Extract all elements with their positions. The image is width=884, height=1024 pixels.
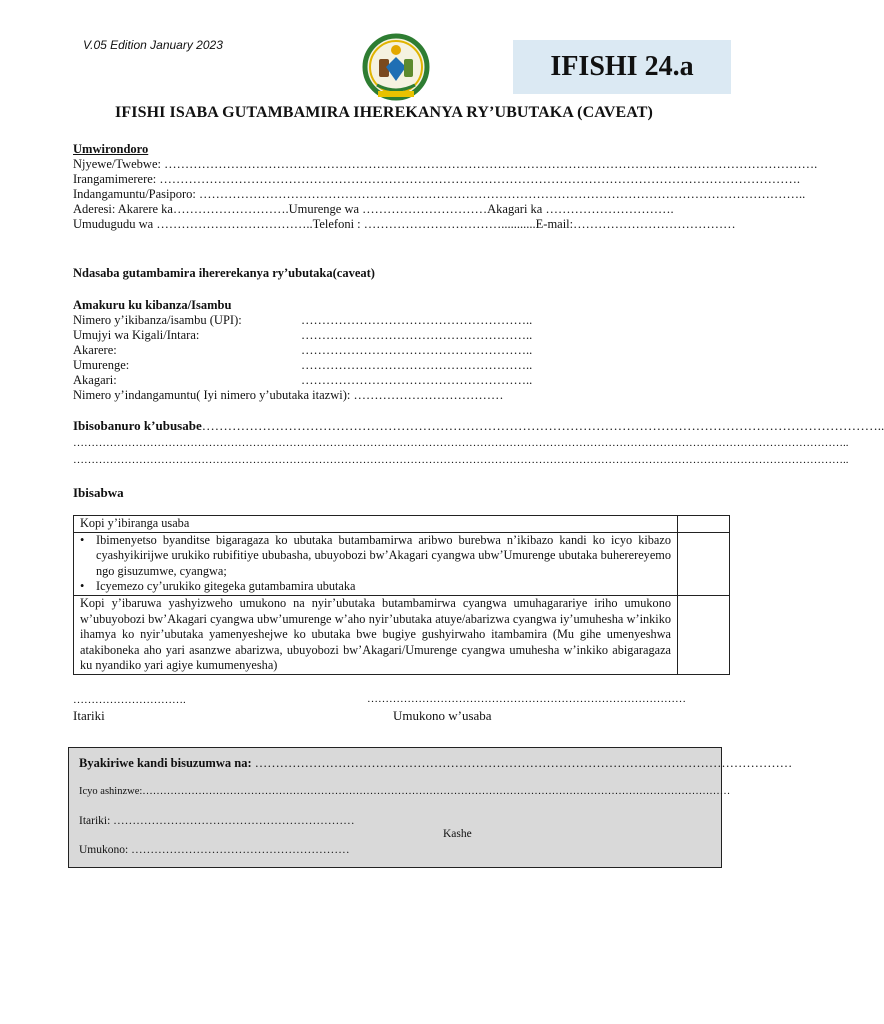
cell-field[interactable]: ………………………………………………..: [301, 373, 533, 387]
sector-label: Umurenge:: [73, 358, 130, 372]
received-by-line[interactable]: [79, 756, 792, 771]
explanation-line-2[interactable]: …………………………………………………………………………………………………………………………………………………………………………………………..: [73, 437, 849, 449]
responsibility-line[interactable]: Icyo ashinzwe:……………………………………………………………………………………………………………………………………………………: [79, 786, 731, 797]
signature-label: Umukono w’usaba: [393, 708, 492, 723]
attachment-evidence-bullet: • Ibimenyetso byanditse bigaragaza ko ubutaka butambamirwa aribwo burebwa n’ikibazo kandi ko icyo kibazo cyashyikirijwe urukiko rubifitiye ububasha, ubuyobozi bw’Akagari cyangwa ubw’Umurenge ubutaka buherereyemo ngo gisuzumwe, cyangwa;: [96, 533, 671, 580]
page-title: IFISHI ISABA GUTAMBAMIRA IHEREKANYA RY’UBUTAKA (CAVEAT): [115, 104, 653, 121]
sector-field[interactable]: ………………………………………………..: [301, 358, 533, 372]
upi-field[interactable]: ………………………………………………..: [301, 313, 533, 327]
office-signature-line[interactable]: Umukono: …………………………………………………: [79, 844, 350, 856]
form-number: IFISHI 24.a: [550, 51, 694, 82]
attachment-court-order-bullet: • Icyemezo cy’urukiko gitegeka gutambamira ubutaka: [96, 579, 671, 595]
identity-names-line[interactable]: Njyewe/Twebwe: ………………………………………………………………………………………………………………………………………….: [73, 157, 818, 171]
edition-label: V.05 Edition January 2023: [83, 38, 223, 52]
explanation-dots: …………………………………………………………………………………………………………………………………………..: [201, 418, 884, 433]
table-row: [74, 532, 730, 595]
attachment-id-copy: Kopi y’ibiranga usaba: [74, 516, 678, 533]
explanation-heading: Ibisobanuro k’ubusabe: [73, 418, 202, 433]
identity-civil-status-line[interactable]: Irangamimerere: ……………………………………………………………………………………………………………………………………….: [73, 172, 801, 186]
received-by-label: Byakiriwe kandi bisuzumwa na:: [79, 756, 252, 770]
table-row: [74, 595, 730, 674]
attachment-evidence-checkbox[interactable]: [678, 532, 730, 595]
caveat-request-statement: Ndasaba gutambamira ihererekanya ry’ubutaka(caveat): [73, 266, 375, 280]
form-number-box: [513, 40, 731, 94]
explanation-line-1[interactable]: [73, 418, 884, 434]
signature-field[interactable]: ……………………………………………………………………………: [367, 693, 686, 705]
office-use-box: [68, 747, 793, 868]
office-date-line[interactable]: Itariki: ………………………………………………………: [79, 815, 355, 827]
identity-village-phone-email-line[interactable]: Umudugudu wa ………………………………..Telefoni : ……………………………...........E-mail:…………………………………: [73, 217, 736, 231]
attachments-table: [73, 515, 730, 675]
stamp-label: Kashe: [443, 828, 472, 840]
cell-label: Akagari:: [73, 373, 117, 387]
district-label: Akarere:: [73, 343, 117, 357]
table-row: [74, 516, 730, 533]
identity-heading: Umwirondoro: [73, 142, 149, 156]
owner-id-line[interactable]: Nimero y’indangamuntu( Iyi nimero y’ubutaka itazwi): ………………………………: [73, 388, 504, 402]
attachments-heading: Ibisabwa: [73, 485, 124, 500]
province-label: Umujyi wa Kigali/Intara:: [73, 328, 200, 342]
province-field[interactable]: ………………………………………………..: [301, 328, 533, 342]
received-by-dots: …………………………………………………………………………………………………………………: [254, 756, 793, 770]
identity-id-passport-line[interactable]: Indangamuntu/Pasiporo: ………………………………………………………………………………………………………………………………..: [73, 187, 806, 201]
attachment-notification-checkbox[interactable]: [678, 595, 730, 674]
identity-address-line[interactable]: Aderesi: Akarere ka……………………….Umurenge wa …………………………Akagari ka ………………………….: [73, 202, 674, 216]
rwanda-coat-of-arms-logo: [357, 33, 435, 105]
attachment-id-copy-checkbox[interactable]: [678, 516, 730, 533]
attachment-evidence-cell: [74, 532, 678, 595]
plot-info-heading: Amakuru ku kibanza/Isambu: [73, 298, 232, 312]
upi-label: Nimero y’ikibanza/isambu (UPI):: [73, 313, 242, 327]
attachment-notification-letter: Kopi y’ibaruwa yashyizweho umukono na nyir’ubutaka butambamirwa cyangwa umuhagarariye iriho umukono w’ubuyobozi bw’Akagari cyangwa ubw’umurenge w’aho nyir’ubutaka atuye/abarizwa cyangwa iy’umuhesha w’inkiko ihamya ko nyir’ubutaka yamenyeshejwe ko ubutaka bwe bugiye gushyirwaho itambamira (Mu gihe umenyeshwa atakiboneka aho yari asanzwe abarizwa, ubuyobozi bw’Akagari/Umurenge cyangwa umuhesha w’inkiko abigaragaza ku nyandiko yari agiye kumumenyesha): [74, 595, 678, 674]
date-field[interactable]: ………………………….: [73, 694, 186, 706]
district-field[interactable]: ………………………………………………..: [301, 343, 533, 357]
date-label: Itariki: [73, 708, 105, 723]
explanation-line-3[interactable]: …………………………………………………………………………………………………………………………………………………………………………………………..: [73, 454, 849, 466]
